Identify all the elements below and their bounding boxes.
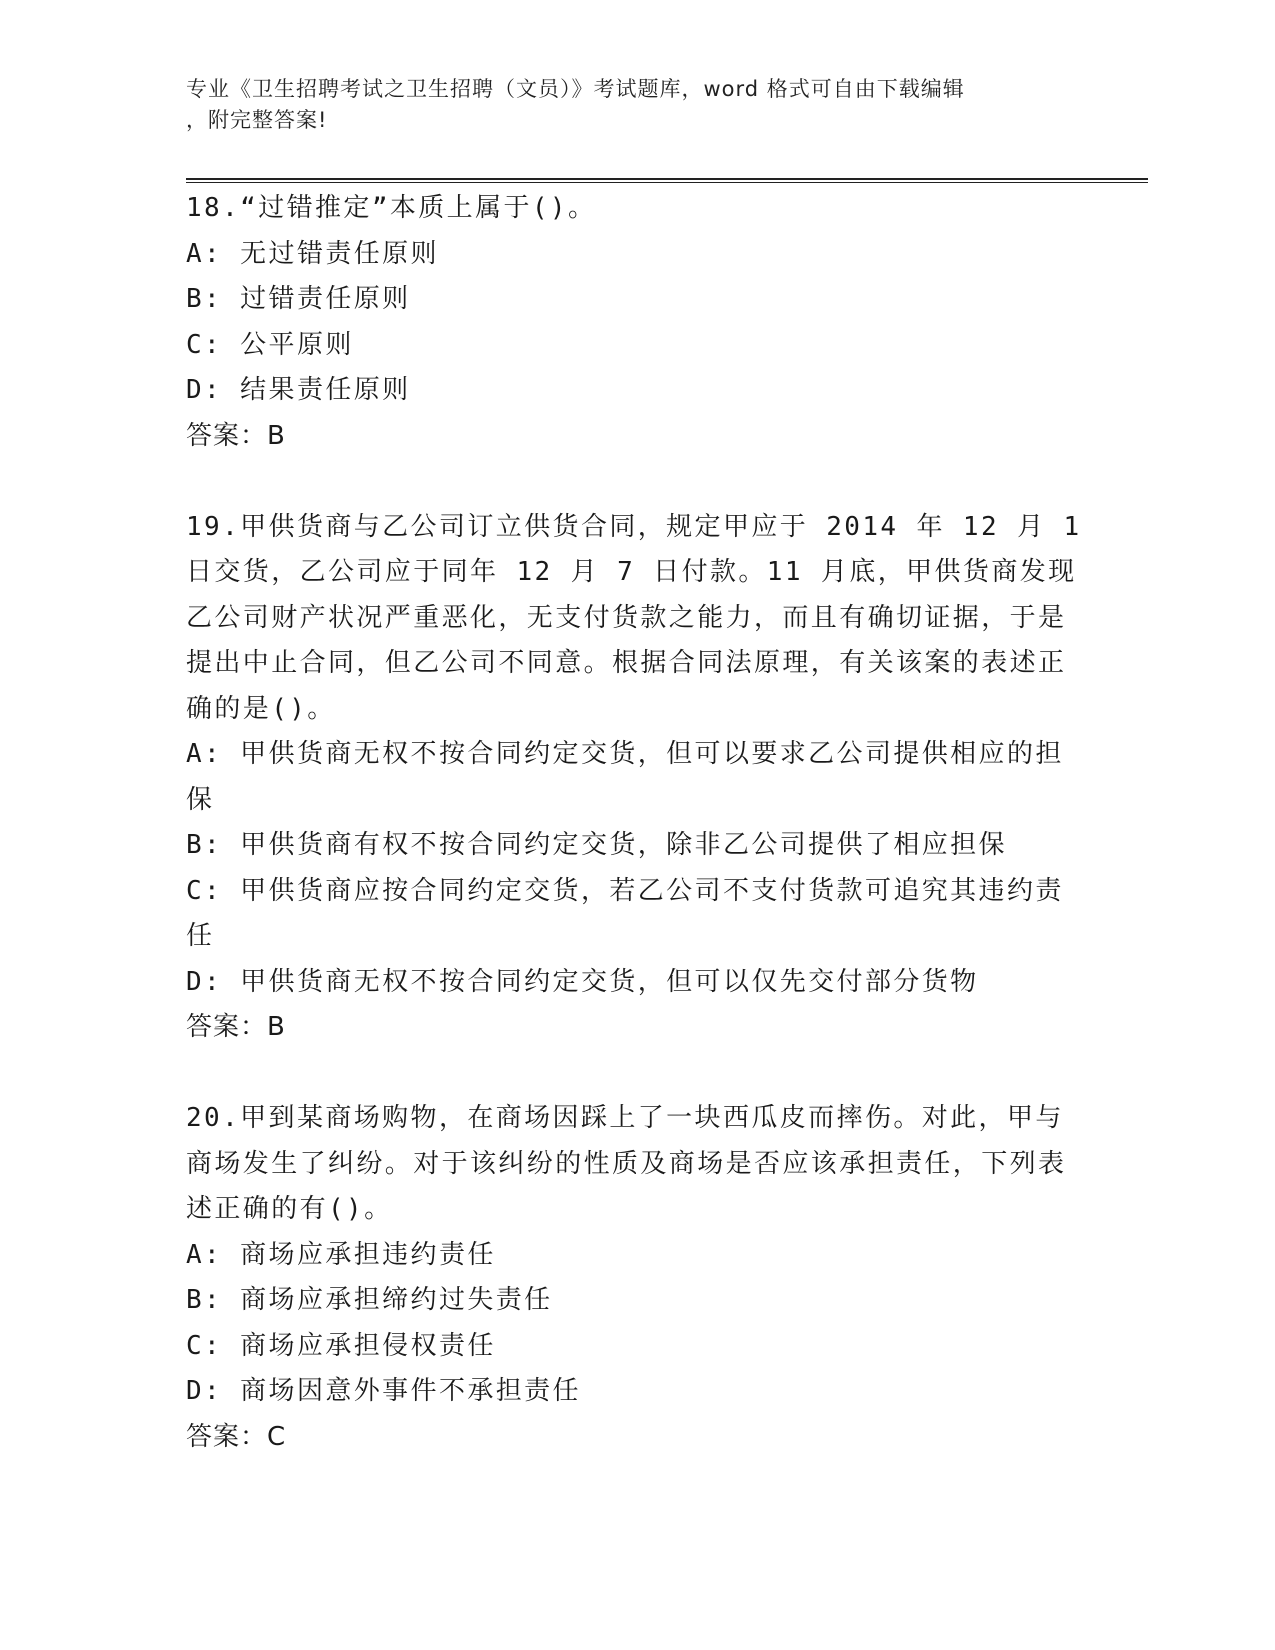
option-d: D: 结果责任原则: [186, 375, 411, 405]
option-b: B: 过错责任原则: [186, 284, 411, 314]
option-a: A: 商场应承担违约责任: [186, 1239, 496, 1270]
question-spacer: [186, 1051, 1086, 1097]
question-spacer: [186, 459, 1086, 505]
answer-line: 答案：C: [186, 1421, 287, 1452]
option-c: C: 商场应承担侵权责任: [186, 1330, 496, 1361]
header-line-1: 专业《卫生招聘考试之卫生招聘（文员）》考试题库，word 格式可自由下载编辑: [186, 77, 965, 101]
header-line-2: ，附完整答案!: [186, 108, 328, 132]
option-c: C: 甲供货商应按合同约定交货，若乙公司不支付货款可追究其违约责任: [186, 875, 1064, 951]
option-c: C: 公平原则: [186, 329, 354, 360]
option-a: A: 无过错责任原则: [186, 238, 439, 269]
option-d: D: 甲供货商无权不按合同约定交货，但可以仅先交付部分货物: [186, 966, 979, 997]
option-b: B: 甲供货商有权不按合同约定交货，除非乙公司提供了相应担保: [186, 830, 1007, 860]
question-20: [186, 1096, 1086, 1460]
question-stem: 20.甲到某商场购物，在商场因踩上了一块西瓜皮而摔伤。对此，甲与商场发生了纠纷。对于该纠纷的性质及商场是否应该承担责任，下列表述正确的有()。: [186, 1103, 1067, 1224]
question-19: [186, 505, 1086, 1051]
question-stem: 18.“过错推定”本质上属于()。: [186, 193, 597, 223]
document-header: [186, 74, 1066, 136]
question-18: [186, 186, 1086, 459]
option-a: A: 甲供货商无权不按合同约定交货，但可以要求乙公司提供相应的担保: [186, 739, 1064, 815]
question-stem: 19.甲供货商与乙公司订立供货合同，规定甲应于 2014 年 12 月 1 日交货，乙公司应于同年 12 月 7 日付款。11 月底，甲供货商发现乙公司财产状况严重恶化，无支付货款之能力，而且有确切证据，于是提出中止合同，但乙公司不同意。根据合同法原理，有关该案的表述正确的是()。: [186, 511, 1082, 724]
option-d: D: 商场因意外事件不承担责任: [186, 1376, 581, 1406]
header-divider: [186, 178, 1148, 183]
answer-line: 答案：B: [186, 420, 286, 451]
question-list: [186, 186, 1086, 1460]
answer-line: 答案：B: [186, 1012, 286, 1042]
option-b: B: 商场应承担缔约过失责任: [186, 1285, 553, 1315]
